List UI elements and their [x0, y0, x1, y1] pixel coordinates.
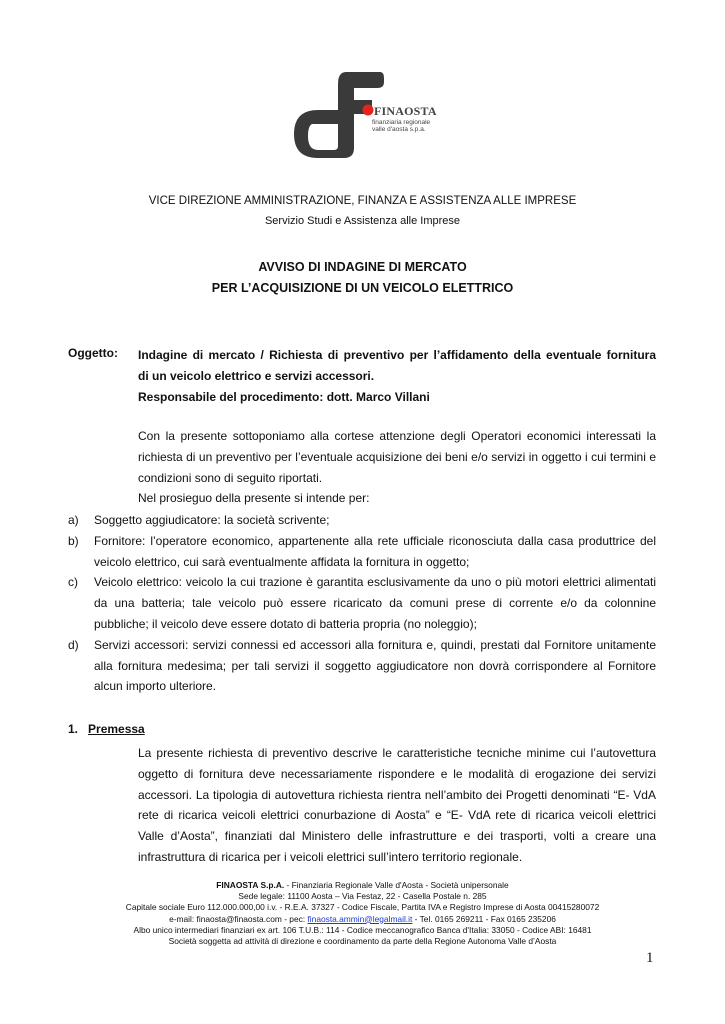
logo-tagline-line2: valle d'aosta s.p.a.: [372, 126, 426, 133]
subject-text: [138, 345, 656, 408]
footer-phone: - Tel. 0165 269211 - Fax 0165 235206: [412, 913, 556, 924]
page-number: 1: [646, 950, 654, 966]
subject-line1: Indagine di mercato / Richiesta di preventivo per l’affidamento della eventuale fornitura: [138, 348, 656, 362]
section-body: [68, 743, 656, 868]
footer-capital: Capitale sociale Euro 112.000.000,00 i.v. - R.E.A. 37327 - Codice Fiscale, Partita IVA e Registro Imprese di Aosta 00415280072: [125, 902, 600, 913]
logo-tagline-line1: finanziaria regionale: [372, 119, 431, 126]
department-heading: VICE DIREZIONE AMMINISTRAZIONE, FINANZA E ASSISTENZA ALLE IMPRESE: [148, 195, 577, 207]
footer-company-name: FINAOSTA S.p.A.: [216, 880, 285, 890]
footer-governance: Società soggetta ad attività di direzione e coordinamento da parte della Regione Autonoma Valle d’Aosta: [168, 936, 557, 947]
service-heading: Servizio Studi e Assistenza alle Imprese: [264, 215, 461, 227]
subject-line2: di un veicolo elettrico e servizi accessori.: [138, 369, 375, 383]
logo-tagline: [372, 119, 430, 133]
finaosta-logo: [288, 70, 448, 160]
notice-title-line1: AVVISO DI INDAGINE DI MERCATO: [258, 260, 467, 274]
section-title: Premessa: [88, 722, 145, 736]
list-item-text: Veicolo elettrico: veicolo la cui trazione è garantita esclusivamente da uno o più motori elettrici alimentati da una batteria; tale veicolo può essere ricaricato da comuni prese di corrente e/o da colonnine pubbliche; il veicolo deve essere dotato di batteria propria (no noleggio);: [94, 575, 656, 631]
footer-email: e-mail: finaosta@finaosta.com - pec:: [169, 913, 308, 924]
list-item-text: Soggetto aggiudicatore: la società scrivente;: [94, 513, 330, 527]
section-heading: [68, 722, 145, 736]
page-footer: [0, 880, 725, 947]
section-number: 1.: [68, 722, 79, 736]
list-item-text: Servizi accessori: servizi connessi ed accessori alla fornitura e, quindi, prestati dal Fornitore unitamente alla fornitura medesima; per tali servizi il soggetto aggiudicatore non dovrà corrispondere al Fornitore alcun importo ulteriore.: [94, 637, 656, 694]
premessa-paragraph: La presente richiesta di preventivo descrive le caratteristiche tecniche minime cui l’autovettura oggetto di fornitura deve necessariamente rispondere e le modalità di erogazione dei servizi accessori. La tipologia di autovettura richiesta rientra nell’ambito dei Progetti denominati “E- VdA rete di ricarica veicoli elettrici conurbazione di Aosta” e “E- VdA rete di ricarica veicoli elettrici Valle d’Aosta”, finanziati dal Ministero delle infrastrutture e dei trasporti, volti a creare una infrastruttura di ricarica per i veicoli elettrici sull’intero territorio regionale.: [138, 746, 656, 864]
list-item: [68, 635, 656, 697]
list-item: [68, 531, 656, 573]
footer-contacts: [0, 914, 725, 925]
list-marker: d): [68, 637, 79, 652]
footer-pec-link[interactable]: finaosta.ammin@legalmail.it: [307, 913, 413, 924]
subject-line3: Responsabile del procedimento: dott. Marco Villani: [138, 390, 430, 404]
footer-address: Sede legale: 11100 Aosta – Via Festaz, 22 - Casella Postale n. 285: [238, 891, 487, 902]
list-item: [68, 510, 656, 531]
list-marker: a): [68, 513, 79, 527]
intro-paragraph: Con la presente sottoponiamo alla cortese attenzione degli Operatori economici interessati la richiesta di un preventivo per l’eventuale acquisizione dei beni e/o servizi in oggetto i cui termini e condizioni sono di seguito riportati.: [138, 429, 656, 485]
list-marker: b): [68, 533, 79, 548]
definitions-intro: Nel prosieguo della presente si intende per:: [138, 491, 370, 506]
footer-company-desc: - Finanziaria Regionale Valle d'Aosta - Società unipersonale: [284, 880, 509, 890]
list-marker: c): [68, 575, 78, 590]
logo-wordmark: FINAOSTA: [374, 104, 437, 118]
intro-block: [68, 426, 656, 509]
subject-label: Oggetto:: [68, 346, 118, 360]
footer-company-line: [0, 880, 725, 891]
list-item: [68, 572, 656, 634]
notice-title-line2: PER L’ACQUISIZIONE DI UN VEICOLO ELETTRICO: [211, 281, 514, 295]
list-item-text: Fornitore: l’operatore economico, appartenente alla rete ufficiale riconosciuta dalla casa produttrice del veicolo elettrico, cui sarà eventualmente affidata la fornitura in oggetto;: [94, 533, 656, 569]
footer-registry: Albo unico intermediari finanziari ex art. 106 T.U.B.: 114 - Codice meccanografico Banca d'Italia: 33050 - Codice ABI: 16481: [133, 924, 592, 935]
definitions-list: [68, 510, 656, 697]
